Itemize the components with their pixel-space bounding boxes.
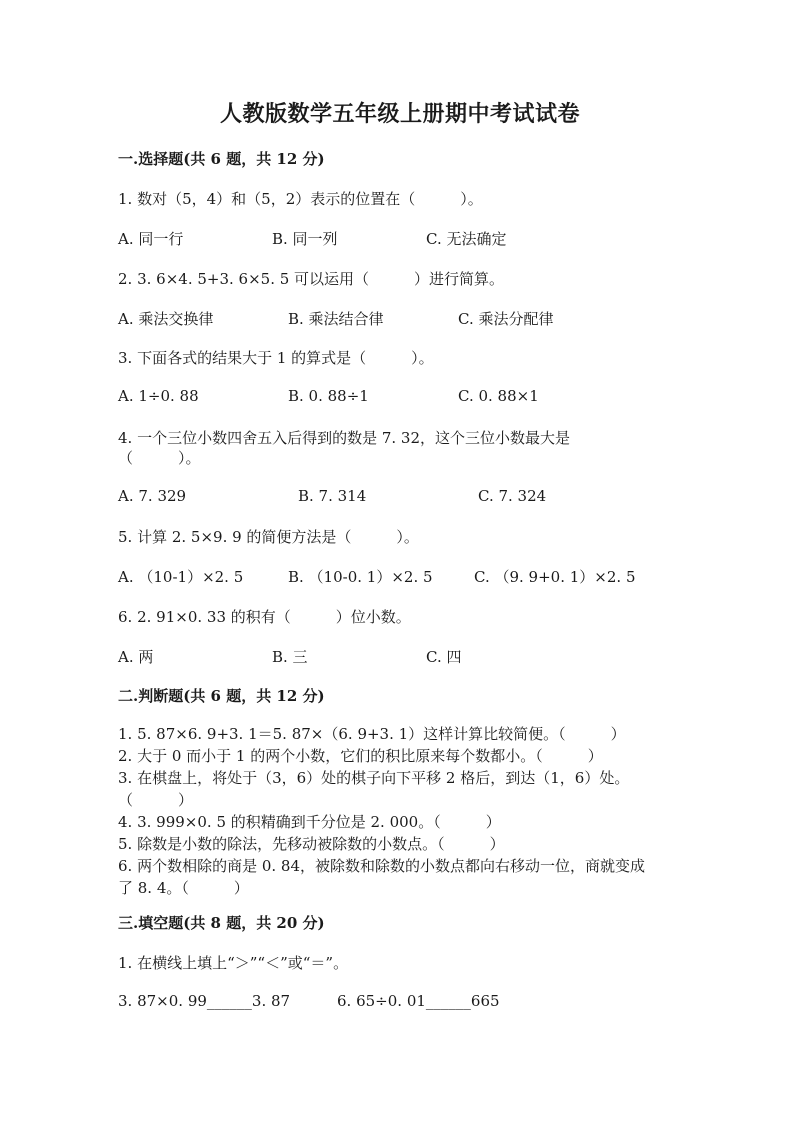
page-title: 人教版数学五年级上册期中考试试卷 (219, 101, 580, 127)
judgement-line-2: 2. 大于 0 而小于 1 的两个小数，它们的积比原来每个数都小。（ ） (118, 747, 603, 765)
judgement-line-6: 6. 两个数相除的商是 0. 84，被除数和除数的小数点都向右移动一位，商就变成 (118, 857, 646, 875)
judgement-line-4: 4. 3. 999×0. 5 的积精确到千分位是 2. 000。（ ） (118, 813, 501, 831)
question-2-option-b: B. 乘法结合律 (288, 310, 384, 328)
fill-item-2: 6. 65÷0. 01______665 (337, 992, 500, 1010)
question-4-option-a: A. 7. 329 (118, 487, 187, 505)
judgement-line-3: 3. 在棋盘上，将处于（3，6）处的棋子向下平移 2 格后，到达（1，6）处。 (118, 769, 630, 787)
question-6-option-c: C. 四 (426, 648, 462, 666)
judgement-line-6-continued: 了 8. 4。（ ） (118, 879, 249, 897)
fill-question-1-stem: 1. 在横线上填上“＞”“＜”或“＝”。 (118, 954, 349, 972)
question-2-option-a: A. 乘法交换律 (118, 310, 214, 328)
question-3-stem: 3. 下面各式的结果大于 1 的算式是（ ）。 (118, 349, 434, 367)
question-6-stem: 6. 2. 91×0. 33 的积有（ ）位小数。 (118, 608, 411, 626)
question-1-option-b: B. 同一列 (272, 230, 338, 248)
question-1-option-c: C. 无法确定 (426, 230, 507, 248)
question-1-stem: 1. 数对（5，4）和（5，2）表示的位置在（ ）。 (118, 190, 483, 208)
question-5-stem: 5. 计算 2. 5×9. 9 的简便方法是（ ）。 (118, 528, 419, 546)
question-4-stem-continued: （ ）。 (118, 449, 201, 467)
question-3-option-a: A. 1÷0. 88 (118, 387, 199, 405)
question-5-option-a: A. （10-1）×2. 5 (118, 568, 244, 586)
question-6-option-a: A. 两 (118, 648, 154, 666)
question-4-option-c: C. 7. 324 (478, 487, 547, 505)
question-2-stem: 2. 3. 6×4. 5+3. 6×5. 5 可以运用（ ）进行简算。 (118, 270, 505, 288)
question-5-option-b: B. （10-0. 1）×2. 5 (288, 568, 433, 586)
question-4-stem: 4. 一个三位小数四舍五入后得到的数是 7. 32，这个三位小数最大是 (118, 429, 571, 447)
judgement-line-3-continued: （ ） (118, 791, 194, 809)
question-5-option-c: C. （9. 9+0. 1）×2. 5 (474, 568, 636, 586)
section-3-heading: 三.填空题(共 8 题，共 20 分) (118, 914, 325, 932)
question-1-option-a: A. 同一行 (118, 230, 184, 248)
judgement-line-5: 5. 除数是小数的除法，先移动被除数的小数点。（ ） (118, 835, 505, 853)
judgement-line-1: 1. 5. 87×6. 9+3. 1＝5. 87×（6. 9+3. 1）这样计算比较简便。（ ） (118, 725, 626, 743)
question-3-option-b: B. 0. 88÷1 (288, 387, 369, 405)
section-1-heading: 一.选择题(共 6 题，共 12 分) (118, 150, 325, 168)
question-2-option-c: C. 乘法分配律 (458, 310, 554, 328)
fill-item-1: 3. 87×0. 99______3. 87 (118, 992, 291, 1010)
section-2-heading: 二.判断题(共 6 题，共 12 分) (118, 687, 325, 705)
question-3-option-c: C. 0. 88×1 (458, 387, 539, 405)
question-6-option-b: B. 三 (272, 648, 308, 666)
question-4-option-b: B. 7. 314 (298, 487, 367, 505)
